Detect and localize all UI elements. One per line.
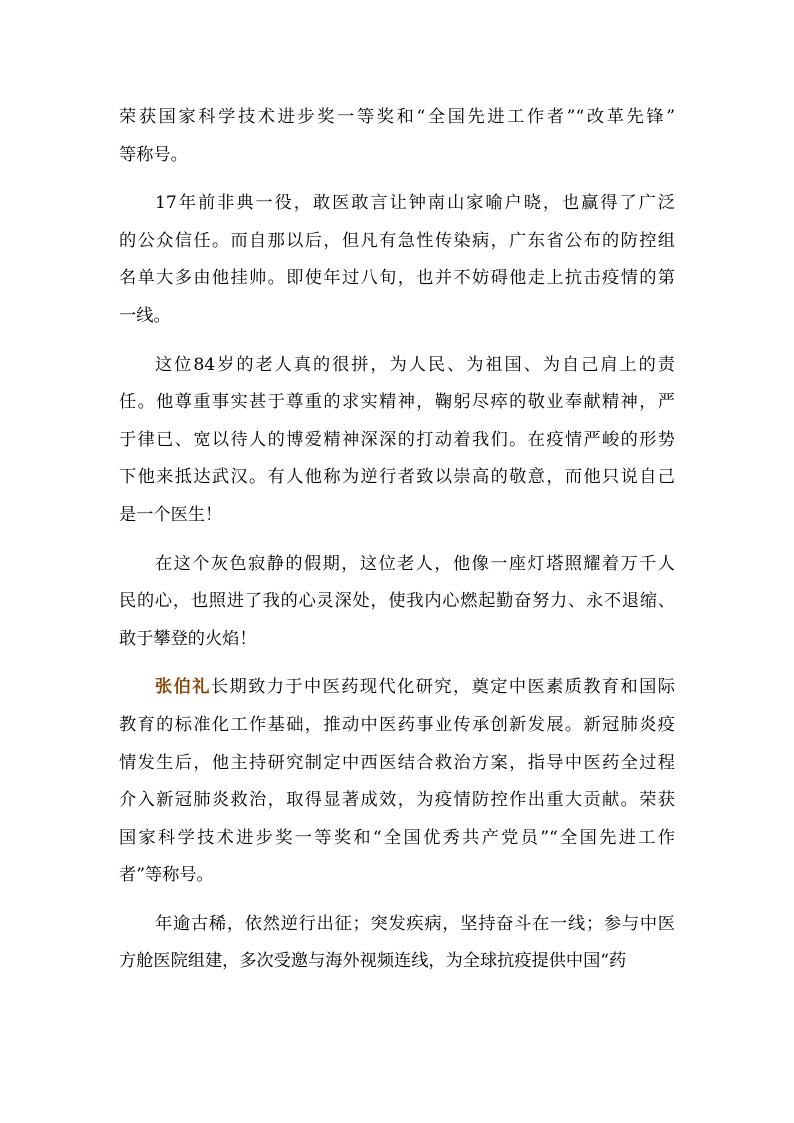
- paragraph-gap: [119, 535, 675, 546]
- text-line: [119, 707, 675, 745]
- line-text: 国家科学技术进步奖一等奖和“全国优秀共产党员”“全国先进工作: [119, 827, 675, 848]
- line-text: 这位84岁的老人真的很拼，为人民、为祖国、为自己肩上的责: [155, 354, 675, 375]
- paragraph-gap: [119, 174, 675, 185]
- paragraph-gap: [119, 658, 675, 669]
- line-text: 等称号。: [119, 144, 188, 165]
- line-text: 的公众信任。而自那以后，但凡有急性传染病，广东省公布的防控组: [119, 230, 675, 251]
- paragraph-first-line: [119, 906, 675, 944]
- text-line: [119, 621, 675, 659]
- line-text: 一线。: [119, 305, 171, 326]
- text-line: [119, 820, 675, 858]
- paragraph-first-line: [119, 185, 675, 223]
- text-line: [119, 298, 675, 336]
- line-text: 方舱医院组建，多次受邀与海外视频连线，为全球抗疫提供中国“药: [119, 951, 627, 972]
- text-line: [119, 137, 675, 175]
- text-line: [119, 260, 675, 298]
- text-line: [119, 857, 675, 895]
- text-line: [119, 745, 675, 783]
- paragraph-first-line: [119, 669, 675, 707]
- line-text: 年逾古稀，依然逆行出征；突发疾病，坚持奋斗在一线；参与中医: [155, 913, 675, 934]
- line-text: 教育的标准化工作基础，推动中医药事业传承创新发展。新冠肺炎疫: [119, 714, 675, 735]
- line-text: 荣获国家科学技术进步奖一等奖和“全国先进工作者”“改革先锋”: [119, 107, 675, 127]
- text-line: [119, 422, 675, 460]
- paragraph-first-line: [119, 546, 675, 584]
- text-line: [119, 943, 675, 981]
- line-text: 情发生后，他主持研究制定中西医结合救治方案，指导中医药全过程: [119, 752, 675, 773]
- document-body: [119, 99, 675, 981]
- text-line: [119, 497, 675, 535]
- line-text: 在这个灰色寂静的假期，这位老人，他像一座灯塔照耀着万千人: [155, 553, 675, 574]
- line-text: 任。他尊重事实甚于尊重的求实精神，鞠躬尽瘁的敬业奉献精神，严: [119, 392, 675, 413]
- text-line: [119, 459, 675, 497]
- line-text: 长期致力于中医药现代化研究，奠定中医素质教育和国际: [210, 677, 675, 698]
- text-line: [119, 782, 675, 820]
- text-line: [119, 223, 675, 261]
- text-line: [119, 99, 675, 137]
- line-text: 民的心，也照进了我的心灵深处，使我内心燃起勤奋努力、永不退缩、: [119, 591, 675, 612]
- line-text: 是一个医生！: [119, 504, 223, 525]
- paragraph-first-line: [119, 347, 675, 385]
- line-text: 名单大多由他挂帅。即使年过八旬，也并不妨碍他走上抗击疫情的第: [119, 268, 675, 289]
- line-text: 者”等称号。: [119, 865, 214, 886]
- paragraph-gap: [119, 336, 675, 347]
- text-line: [119, 583, 675, 621]
- line-text: 17年前非典一役，敢医敢言让钟南山家喻户晓，也赢得了广泛: [155, 193, 675, 214]
- line-text: 下他来抵达武汉。有人他称为逆行者致以崇高的敬意，而他只说自己: [119, 467, 675, 488]
- text-line: [119, 384, 675, 422]
- line-text: 于律已、宽以待人的博爱精神深深的打动着我们。在疫情严峻的形势: [119, 429, 675, 450]
- paragraph-gap: [119, 895, 675, 906]
- person-name: 张伯礼: [155, 677, 211, 698]
- line-text: 介入新冠肺炎救治，取得显著成效，为疫情防控作出重大贡献。荣获: [119, 790, 675, 811]
- line-text: 敢于攀登的火焰！: [119, 628, 257, 649]
